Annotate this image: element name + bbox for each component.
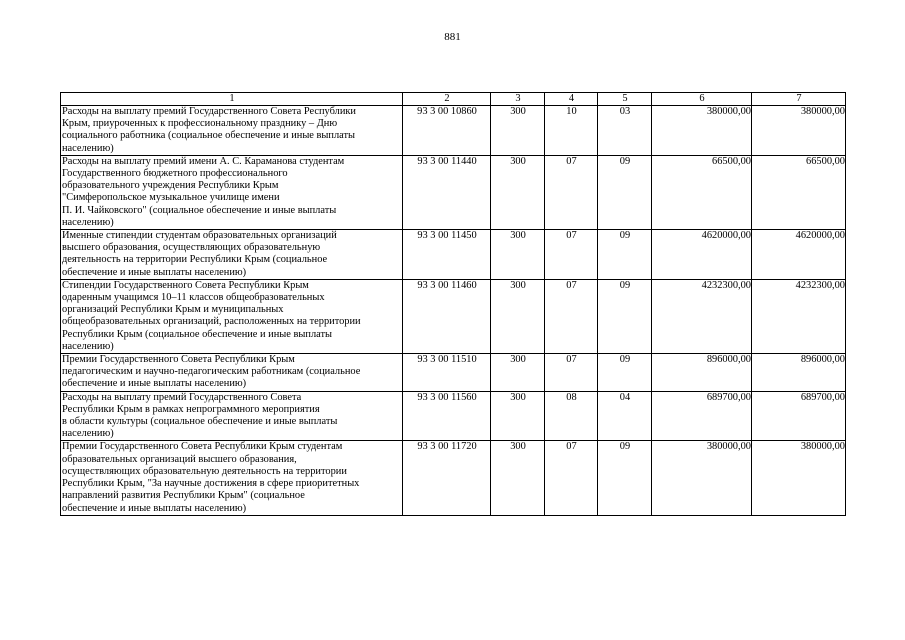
description-line: населению) [62, 142, 114, 154]
table-row [61, 441, 846, 515]
description-line: населению) [62, 216, 114, 228]
section-code: 07 [545, 354, 598, 392]
section-code: 07 [545, 441, 598, 515]
amount-column-7: 380000,00 [752, 106, 846, 156]
column-header: 6 [652, 93, 752, 106]
section-code: 07 [545, 279, 598, 353]
subsection-code: 09 [598, 155, 652, 229]
description-line: населению) [62, 428, 114, 440]
table-row [61, 279, 846, 353]
table-row [61, 106, 846, 156]
description-line: педагогическим и научно-педагогическим работникам (социальное [62, 366, 361, 378]
amount-column-6: 689700,00 [652, 391, 752, 441]
amount-column-6: 896000,00 [652, 354, 752, 392]
column-header: 2 [403, 93, 491, 106]
expense-description [61, 441, 403, 515]
page-number: 881 [444, 31, 461, 43]
description-line: Республики Крым (социальное обеспечение и иные выплаты [62, 328, 332, 340]
subsection-code: 04 [598, 391, 652, 441]
amount-column-7: 4620000,00 [752, 230, 846, 280]
budget-classification-code: 93 3 00 11510 [403, 354, 491, 392]
expense-type-code: 300 [491, 354, 545, 392]
subsection-code: 09 [598, 441, 652, 515]
expense-type-code: 300 [491, 279, 545, 353]
description-line: Премии Государственного Совета Республики Крым [62, 354, 295, 366]
description-line: социального работника (социальное обеспечение и иные выплаты [62, 130, 356, 142]
description-line: Расходы на выплату премий имени А. С. Караманова студентам [62, 155, 345, 167]
description-line: Расходы на выплату премий Государственного Совета [62, 391, 302, 403]
description-line: образовательного учреждения Республики Крым [62, 180, 279, 192]
description-line: образовательных организаций высшего образования, [62, 453, 297, 465]
table-row [61, 230, 846, 280]
description-line: Стипендии Государственного Совета Республики Крым [62, 279, 309, 291]
description-line: Республики Крым, "За научные достижения в сфере приоритетных [62, 478, 360, 490]
column-header: 1 [61, 93, 403, 106]
budget-classification-code: 93 3 00 10860 [403, 106, 491, 156]
expense-description [61, 230, 403, 280]
description-line: организаций Республики Крым и муниципальных [62, 304, 284, 316]
description-line: Республики Крым в рамках непрограммного мероприятия [62, 403, 320, 415]
amount-column-7: 896000,00 [752, 354, 846, 392]
table-row [61, 391, 846, 441]
description-line: одаренным учащимся 10–11 классов общеобразовательных [62, 292, 325, 304]
amount-column-6: 380000,00 [652, 441, 752, 515]
description-line: деятельность на территории Республики Крым (социальное [62, 254, 328, 266]
expense-description [61, 155, 403, 229]
description-line: общеобразовательных организаций, расположенных на территории [62, 316, 361, 328]
amount-column-7: 380000,00 [752, 441, 846, 515]
table-row [61, 354, 846, 392]
description-line: в области культуры (социальное обеспечение и иные выплаты [62, 416, 338, 428]
column-header: 4 [545, 93, 598, 106]
amount-column-6: 4232300,00 [652, 279, 752, 353]
table-row [61, 155, 846, 229]
section-code: 08 [545, 391, 598, 441]
description-line: Государственного бюджетного профессионального [62, 168, 288, 180]
budget-classification-code: 93 3 00 11560 [403, 391, 491, 441]
description-line: "Симферопольское музыкальное училище имени [62, 192, 280, 204]
description-line: Именные стипендии студентам образовательных организаций [62, 230, 337, 242]
expense-description [61, 106, 403, 156]
amount-column-7: 4232300,00 [752, 279, 846, 353]
section-code: 10 [545, 106, 598, 156]
table-header-row [61, 93, 846, 106]
subsection-code: 09 [598, 354, 652, 392]
description-line: Премии Государственного Совета Республики Крым студентам [62, 441, 343, 453]
expense-type-code: 300 [491, 441, 545, 515]
amount-column-7: 689700,00 [752, 391, 846, 441]
subsection-code: 09 [598, 279, 652, 353]
description-line: Крым, приуроченных к профессиональному празднику – Дню [62, 118, 338, 130]
description-line: высшего образования, осуществляющих образовательную [62, 242, 321, 254]
expense-description [61, 279, 403, 353]
budget-table [60, 92, 846, 516]
table-body [61, 106, 846, 516]
expense-type-code: 300 [491, 155, 545, 229]
description-line: обеспечение и иные выплаты населению) [62, 378, 247, 390]
section-code: 07 [545, 230, 598, 280]
budget-classification-code: 93 3 00 11720 [403, 441, 491, 515]
amount-column-6: 4620000,00 [652, 230, 752, 280]
description-line: Расходы на выплату премий Государственного Совета Республики [62, 106, 356, 117]
description-line: осуществляющих образовательную деятельность на территории [62, 465, 347, 477]
subsection-code: 03 [598, 106, 652, 156]
expense-type-code: 300 [491, 230, 545, 280]
column-header: 3 [491, 93, 545, 106]
expense-description [61, 391, 403, 441]
column-header: 7 [752, 93, 846, 106]
budget-classification-code: 93 3 00 11460 [403, 279, 491, 353]
amount-column-7: 66500,00 [752, 155, 846, 229]
column-header: 5 [598, 93, 652, 106]
subsection-code: 09 [598, 230, 652, 280]
budget-classification-code: 93 3 00 11450 [403, 230, 491, 280]
budget-classification-code: 93 3 00 11440 [403, 155, 491, 229]
description-line: П. И. Чайковского" (социальное обеспечение и иные выплаты [62, 204, 337, 216]
expense-type-code: 300 [491, 391, 545, 441]
description-line: обеспечение и иные выплаты населению) [62, 266, 247, 278]
amount-column-6: 380000,00 [652, 106, 752, 156]
description-line: направлений развития Республики Крым" (социальное [62, 490, 305, 502]
description-line: населению) [62, 340, 114, 352]
section-code: 07 [545, 155, 598, 229]
description-line: обеспечение и иные выплаты населению) [62, 502, 247, 514]
expense-type-code: 300 [491, 106, 545, 156]
expense-description [61, 354, 403, 392]
amount-column-6: 66500,00 [652, 155, 752, 229]
